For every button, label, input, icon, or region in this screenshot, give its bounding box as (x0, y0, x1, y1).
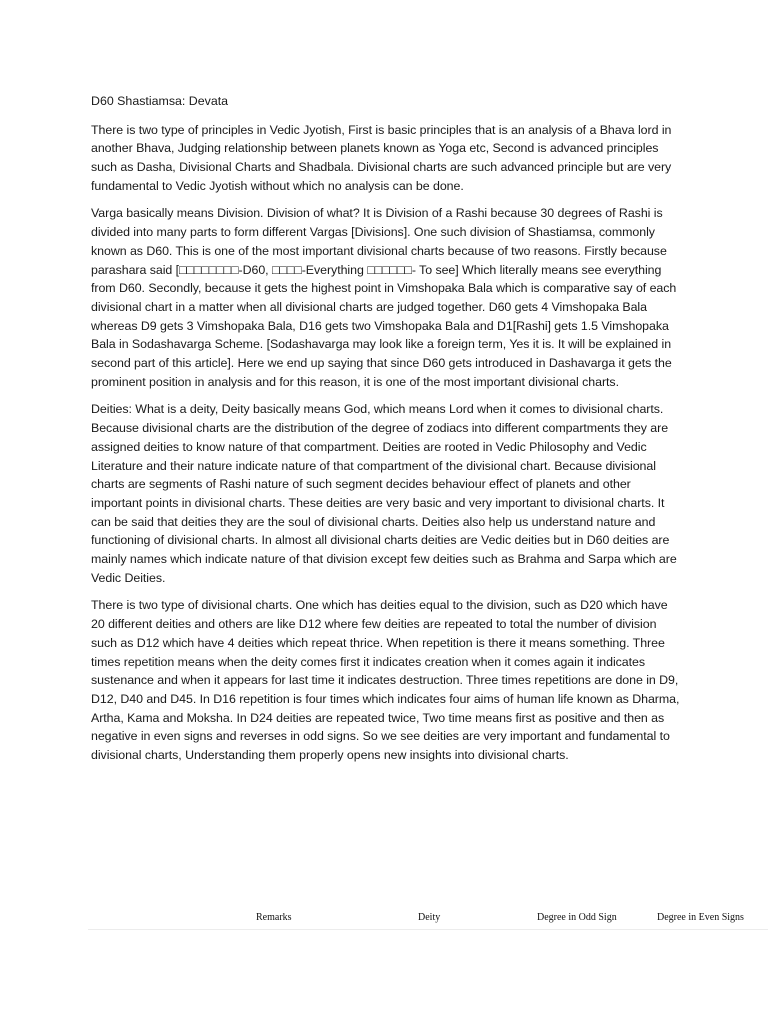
document-body (91, 92, 683, 774)
column-header-odd-sign: Degree in Odd Sign (537, 912, 617, 923)
paragraph-chart-types: There is two type of divisional charts. One which has deities equal to the division, such as D20 which have 20 different deities and others are like D12 where few deities are repeated to total the number of division such as D12 which have 4 deities which repeat thrice. When repetition is there it means something. Three times repetition means when the deity comes first it indicates creation when it comes again it indicates sustenance and when it appears for last time it indicates destruction. Three times repetitions are done in D9, D12, D40 and D45. In D16 repetition is four times which indicates four aims of human life known as Dharma, Artha, Kama and Moksha. In D24 deities are repeated twice, Two time means first as positive and then as negative in even signs and reverses in odd signs. So we see deities are very important and fundamental to divisional charts, Understanding them properly opens new insights into divisional charts. (91, 598, 680, 763)
paragraph-principles: There is two type of principles in Vedic Jyotish, First is basic principles that is an analysis of a Bhava lord in another Bhava, Judging relationship between planets known as Yoga etc, Second is advanced principles such as Dasha, Divisional Charts and Shadbala. Divisional charts are such advanced principle but are very fundamental to Vedic Jyotish without which no analysis can be done. (91, 122, 672, 193)
paragraph-varga: Varga basically means Division. Division of what? It is Division of a Rashi because 30 degrees of Rashi is divided into many parts to form different Vargas [Divisions]. One such division of Shastiamsa, commonly known as D60. This is one of the most important divisional charts because of two reasons. Firstly because parashara said [□□□□□□□□-D60, □□□□-Everything □□□□□□- To see] Which literally means see everything from D60. Secondly, because it gets the highest point in Vimshopaka Bala which is comparative say of each divisional chart in a matter when all divisional charts are judged together. D60 gets 4 Vimshopaka Bala whereas D9 gets 3 Vimshopaka Bala, D16 gets two Vimshopaka Bala and D1[Rashi] gets 1.5 Vimshopaka Bala in Sodashavarga Scheme. [Sodashavarga may look like a foreign term, Yes it is. It will be explained in second part of this article]. Here we end up saying that since D60 gets introduced in Dashavarga it gets the prominent position in analysis and for this reason, it is one of the most important divisional charts. (91, 206, 677, 389)
paragraph-deities: Deities: What is a deity, Deity basically means God, which means Lord when it comes to divisional charts. Because divisional charts are the distribution of the degree of zodiacs into different compartments they are assigned deities to know nature of that compartment. Deities are rooted in Vedic Philosophy and Vedic Literature and their nature indicate nature of that compartment of the divisional chart. Because divisional charts are segments of Rashi nature of such segment decides behaviour effect of planets and other important points in divisional charts. These deities are very basic and very important to divisional charts. It can be said that deities they are the soul of divisional charts. Deities also help us understand nature and functioning of divisional charts. In almost all divisional charts deities are Vedic deities but in D60 deities are mainly names which indicate nature of that division except few deities such as Brahma and Sarpa which are Vedic Deities. (91, 402, 677, 585)
document-title: D60 Shastiamsa: Devata (91, 94, 229, 108)
table-divider (88, 929, 768, 930)
column-header-deity: Deity (418, 912, 441, 923)
column-header-even-signs: Degree in Even Signs (657, 912, 744, 923)
column-header-remarks: Remarks (256, 912, 292, 923)
